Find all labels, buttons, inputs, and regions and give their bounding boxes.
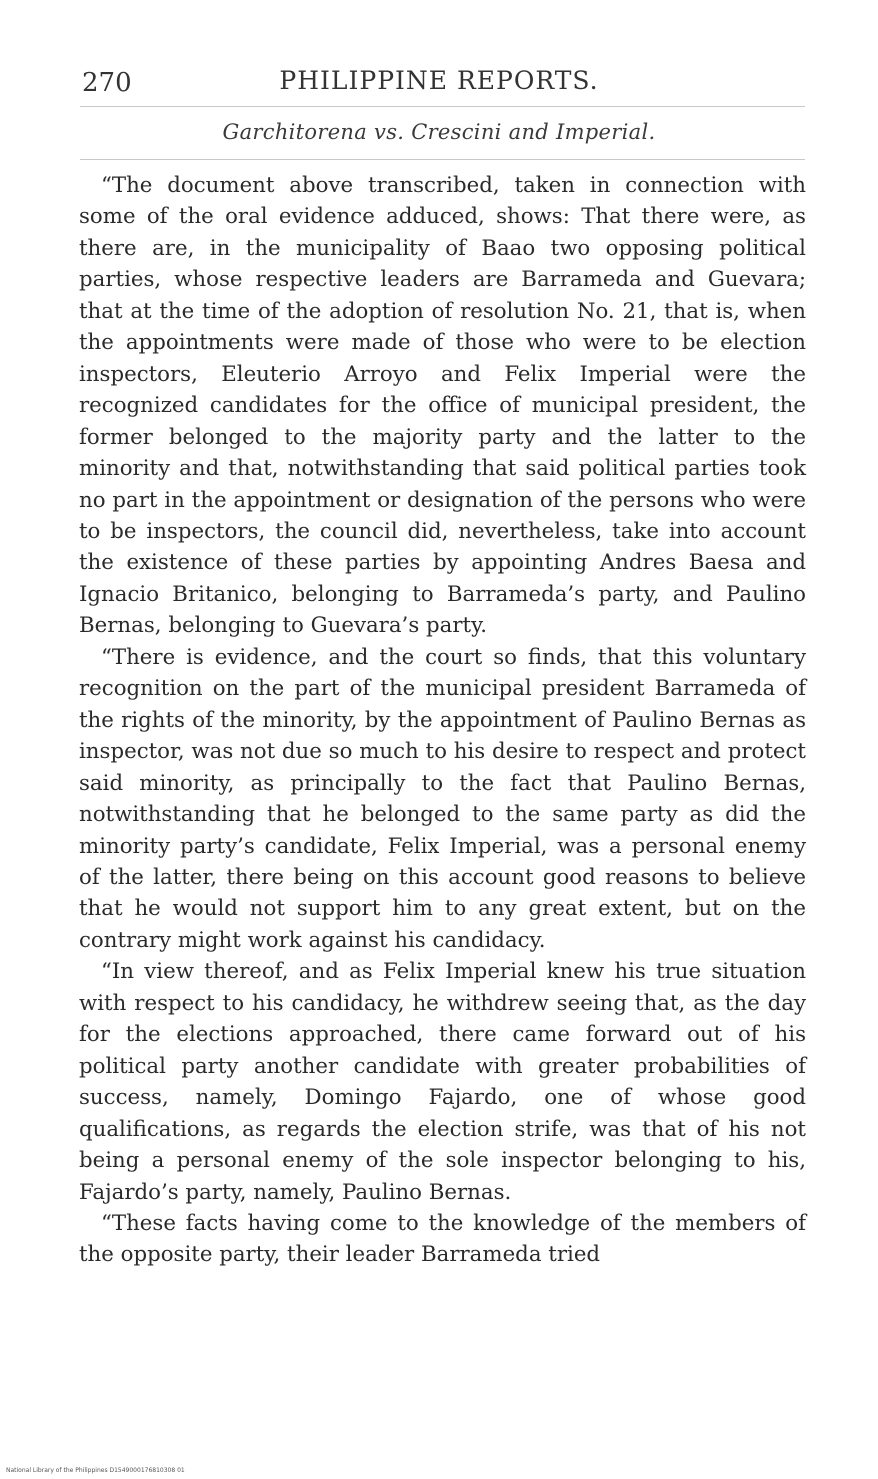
paragraph-3: “In view thereof, and as Felix Imperial knew his true situation with respect to his candidacy, he withdrew seeing that, as the day for the elections approached, there came forward out of his political party another candidate with greater probabilities of success, namely, Domingo Fajardo, one of whose good qualifications, as regards the election strife, was that of his not being a personal enemy of the sole inspector belonging to his, Fajardo’s party, namely, Paulino Bernas. [79,959,806,1205]
paragraph-2: “There is evidence, and the court so finds, that this voluntary recognition on the part of the municipal president Barrameda of the rights of the minority, by the appointment of Paulino Bernas as inspector, was not due so much to his desire to respect and protect said minority, as principally to the fact that Paulino Bernas, notwithstanding that he belonged to the same party as did the minority party’s candidate, Felix Imperial, was a personal enemy of the latter, there being on this account good reasons to believe that he would not support him to any great extent, but on the contrary might work against his candidacy. [79,644,806,953]
paragraph-1: “The document above transcribed, taken in connection with some of the oral evidence adduced, shows: That there were, as there are, in the municipality of Baao two opposing political parties, whose respective leaders are Barrameda and Guevara; that at the time of the adoption of resolution No. 21, that is, when the appointments were made of those who were to be election inspectors, Eleuterio Arroyo and Felix Imperial were the recognized candidates for the office of municipal president, the former belonged to the majority party and the latter to the minority and that, notwithstanding that said political parties took no part in the appointment or designation of the persons who were to be inspectors, the council did, nevertheless, take into account the existence of these parties by appointing Andres Baesa and Ignacio Britanico, belonging to Barrameda’s party, and Paulino Bernas, belonging to Guevara’s party. [79,173,806,639]
body-text [79,170,806,1271]
footer-source-line: National Library of the Philippines D1549000176810308 01 [6,1467,185,1474]
case-title-rule [80,159,805,160]
case-title: Garchitorena vs. Crescini and Imperial. [222,120,656,144]
header-rule [80,106,805,107]
running-head: PHILIPPINE REPORTS. [279,66,599,95]
page-number: 270 [82,68,132,98]
paragraph-4: “These facts having come to the knowledge of the members of the opposite party, their leader Barrameda tried [79,1210,806,1268]
